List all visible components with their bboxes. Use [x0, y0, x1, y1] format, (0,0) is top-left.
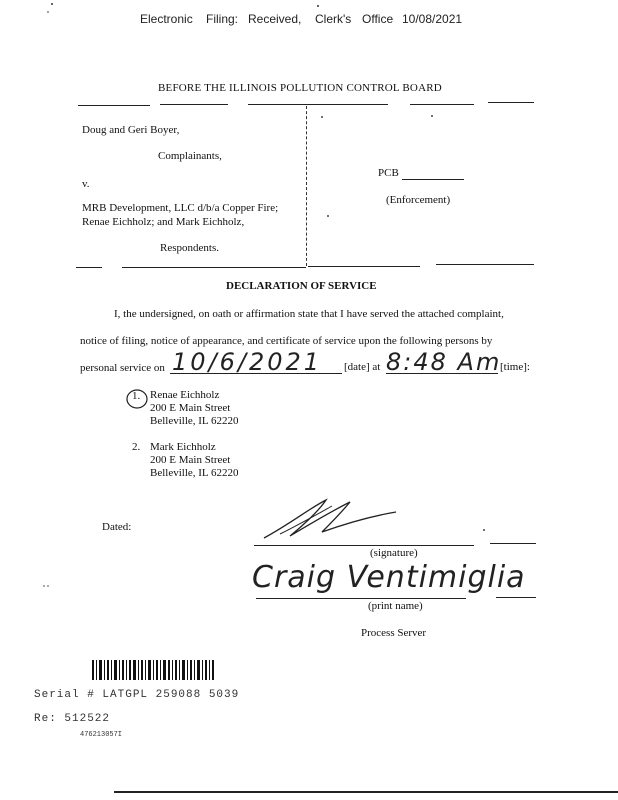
barcode [92, 660, 214, 680]
signature-line [254, 545, 474, 546]
recipient-street: 200 E Main Street [150, 402, 231, 414]
versus: v. [82, 178, 90, 190]
date-label: [date] at [344, 361, 381, 373]
enforcement-label: (Enforcement) [386, 194, 451, 206]
recipient-city: Belleville, IL 62220 [150, 467, 239, 479]
recipient-number: 1. [132, 390, 141, 402]
pcb-number-blank [402, 179, 464, 180]
efiling-word: Received, [248, 12, 302, 26]
complainants-role: Complainants, [158, 150, 222, 162]
serial-number: Serial # LATGPL 259088 5039 [34, 689, 240, 701]
respondents-role: Respondents. [160, 242, 219, 254]
efiling-date: 10/08/2021 [402, 12, 463, 26]
court-title: BEFORE THE ILLINOIS POLLUTION CONTROL BOARD [158, 82, 442, 94]
handwritten-printed-name: Craig Ventimiglia [252, 560, 526, 595]
handwritten-date: 10/6/2021 [172, 348, 323, 376]
declaration-line-1: I, the undersigned, on oath or affirmation state that I have served the attached complaint, [114, 308, 504, 320]
reference-number: Re: 512522 [34, 713, 111, 725]
declaration-title: DECLARATION OF SERVICE [226, 280, 377, 292]
complainants-names: Doug and Geri Boyer, [82, 124, 180, 136]
efiling-word: Clerk's [315, 12, 352, 26]
respondents-line-2: Renae Eichholz; and Mark Eichholz, [82, 216, 245, 228]
recipient-name: Renae Eichholz [150, 389, 220, 401]
dated-label: Dated: [102, 521, 132, 533]
process-server-role: Process Server [361, 627, 427, 639]
recipient-number: 2. [132, 441, 141, 453]
time-label: [time]: [500, 361, 530, 373]
declaration-line-2: notice of filing, notice of appearance, and certificate of service upon the following persons by [80, 335, 493, 347]
signature-scrawl [260, 494, 400, 544]
efiling-word: Electronic [140, 12, 193, 26]
recipient-name: Mark Eichholz [150, 441, 216, 453]
handwritten-time: 8:48 Am [386, 348, 502, 376]
print-name-line [256, 598, 466, 599]
caption-divider [306, 106, 307, 266]
efiling-word: Office [362, 12, 394, 26]
declaration-line-3-prefix: personal service on [80, 362, 165, 374]
recipient-street: 200 E Main Street [150, 454, 231, 466]
recipient-city: Belleville, IL 62220 [150, 415, 239, 427]
respondents-line-1: MRB Development, LLC d/b/a Copper Fire; [82, 202, 279, 214]
small-code: 476213057I [80, 731, 123, 739]
signature-label: (signature) [370, 547, 418, 559]
print-name-label: (print name) [368, 600, 423, 612]
efiling-word: Filing: [206, 12, 239, 26]
page-bottom-border [114, 791, 618, 793]
pcb-label: PCB [378, 167, 399, 179]
